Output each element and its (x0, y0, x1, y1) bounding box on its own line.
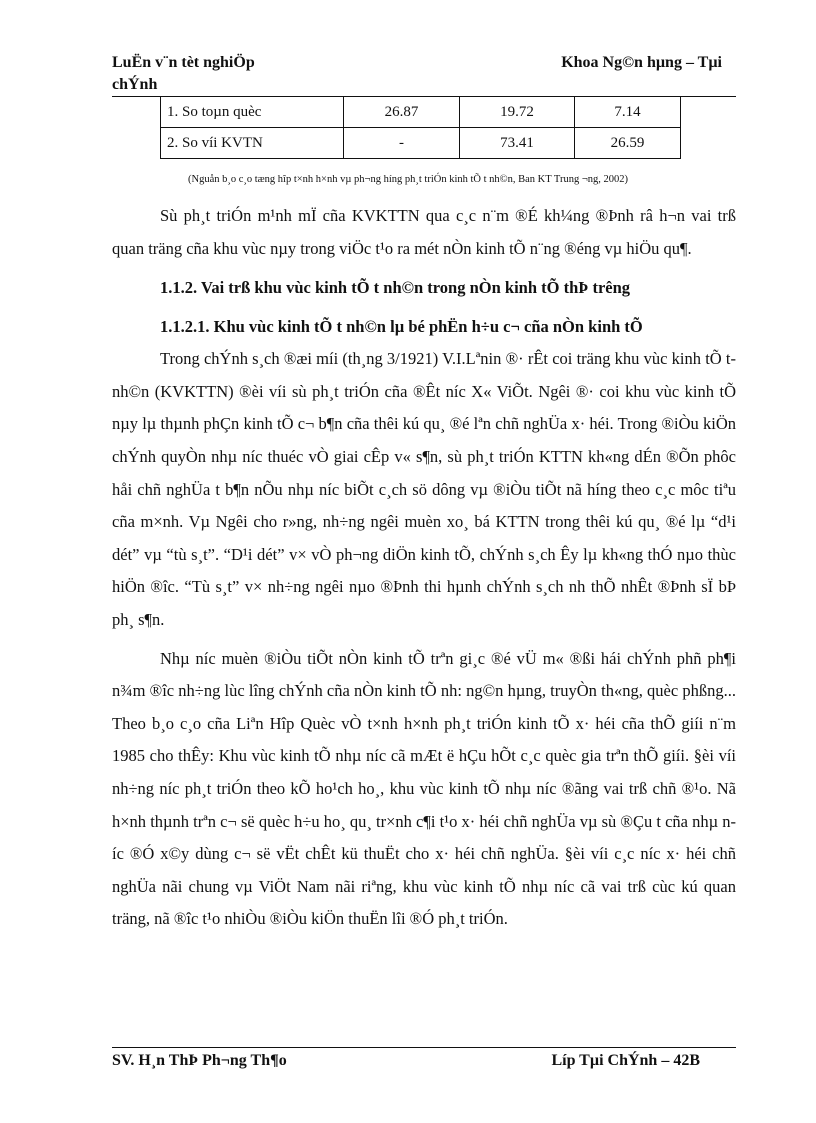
table-cell: 2. So víi KVTN (161, 128, 344, 159)
table-cell: 7.14 (575, 97, 681, 128)
section-heading: 1.1.2. Vai trß khu vùc kinh tÕ t nh©n trong nÒn kinh tÕ thÞ trêng (160, 278, 631, 298)
body-paragraph: Trong chÝnh s¸ch ®æi míi (th¸ng 3/1921) V.I.Lªnin ®· rÊt coi träng khu vùc kinh tÕ t nh©n (KVKTTN) ®èi víi sù ph¸t triÓn cña ®Êt níc X« ViÕt. Ngêi ®· coi khu vùc kinh tÕ nµy lµ thµnh phÇn kinh tÕ c¬ b¶n cña thêi kú qu¸ ®é lªn chñ nghÜa x· héi. Trong ®iÒu kiÖn chÝnh quyÒn nhµ níc thuéc vÒ giai cÊp v« s¶n, sù ph¸t triÓn KTTN kh«ng dÉn ®Õn phôc håi chñ nghÜa t b¶n nÕu nhµ níc biÕt c¸ch sö dông vµ ®iÒu tiÕt nã híng theo c¸c môc tiªu cña m×nh. Vµ Ngêi cho r»ng, nh÷ng ngêi muèn xo¸ bá KTTN trong thêi kú qu¸ ®é lµ “d¹i dét” vµ “tù s¸t”. “D¹i dét” v× vÒ ph¬ng diÖn kinh tÕ, chÝnh s¸ch Êy lµ kh«ng thÓ nµo thùc hiÖn ®îc. “Tù s¸t” v× nh÷ng ngêi nµo ®Þnh thi hµnh chÝnh s¸ch nh thÕ nhÊt ®Þnh sÏ bÞ ph¸ s¶n. (112, 349, 736, 629)
footer-author: SV. H¸n ThÞ Ph¬ng Th¶o (112, 1052, 287, 1069)
table-row (161, 97, 681, 128)
table-row (161, 128, 681, 159)
body-paragraph: Nhµ níc muèn ®iÒu tiÕt nÒn kinh tÕ trªn gi¸c ®é vÜ m« ®ßi hái chÝnh phñ ph¶i n¾m ®îc nh÷ng lùc lîng chÝnh cña nÒn kinh tÕ nh: ng©n hµng, truyÒn th«ng, quèc phßng... Theo b¸o c¸o cña Liªn Hîp Quèc vÒ t×nh h×nh ph¸t triÓn kinh tÕ x· héi cña thÕ giíi n¨m 1985 cho thÊy: Khu vùc kinh tÕ nhµ níc cã mÆt ë hÇu hÕt c¸c quèc gia trªn thÕ giíi. §èi víi nh÷ng níc ph¸t triÓn theo kÕ ho¹ch ho¸, khu vùc kinh tÕ nhµ níc ®ãng vai trß chñ ®¹o. Nã h×nh thµnh trªn c¬ së quèc h÷u ho¸ qu¸ tr×nh c¶i t¹o x· héi chñ nghÜa vµ sù ®Çu t cña nhµ níc ®Ó x©y dùng c¬ së vËt chÊt kü thuËt cho x· héi chñ nghÜa. §èi víi c¸c níc x· héi chñ nghÜa nãi chung vµ ViÖt Nam nãi riªng, khu vùc kinh tÕ nhµ níc cã vai trß cùc kú quan träng, nã ®îc t¹o nhiÒu ®iÒu kiÖn thuËn lîi ®Ó ph¸t triÓn. (112, 648, 736, 929)
page-header (112, 52, 736, 96)
footer-divider (112, 1047, 736, 1048)
table-cell: 26.59 (575, 128, 681, 159)
header-left-title: LuËn v¨n tèt nghiÖp chÝnh (112, 54, 255, 93)
body-paragraph: Sù ph¸t triÓn m¹nh mÏ cña KVKTTN qua c¸c n¨m ®É kh¼ng ®Þnh râ h¬n vai trß quan träng cña khu vùc nµy trong viÖc t¹o ra mét nÒn kinh tÕ n¨ng ®éng vµ hiÖu qu¶. (112, 206, 736, 258)
table-source-note: (Nguån b¸o c¸o tæng hîp t×nh h×nh vµ ph¬ng híng ph¸t triÓn kinh tÕ t nh©n, Ban KT Trung ¬ng, 2002) (187, 174, 628, 185)
table-cell: 73.41 (460, 128, 575, 159)
table-cell: 26.87 (344, 97, 460, 128)
header-right-title: Khoa Ng©n hµng – Tµi (561, 54, 722, 71)
table-cell: 1. So toµn quèc (161, 97, 344, 128)
footer-class: Líp Tµi ChÝnh – 42B (551, 1052, 700, 1069)
table-cell: - (344, 128, 460, 159)
body-content (112, 200, 736, 936)
subsection-heading: 1.1.2.1. Khu vùc kinh tÕ t nh©n lµ bé phËn h÷u c¬ cña nÒn kinh tÕ (160, 317, 643, 337)
data-table (160, 96, 681, 159)
table-cell: 19.72 (460, 97, 575, 128)
